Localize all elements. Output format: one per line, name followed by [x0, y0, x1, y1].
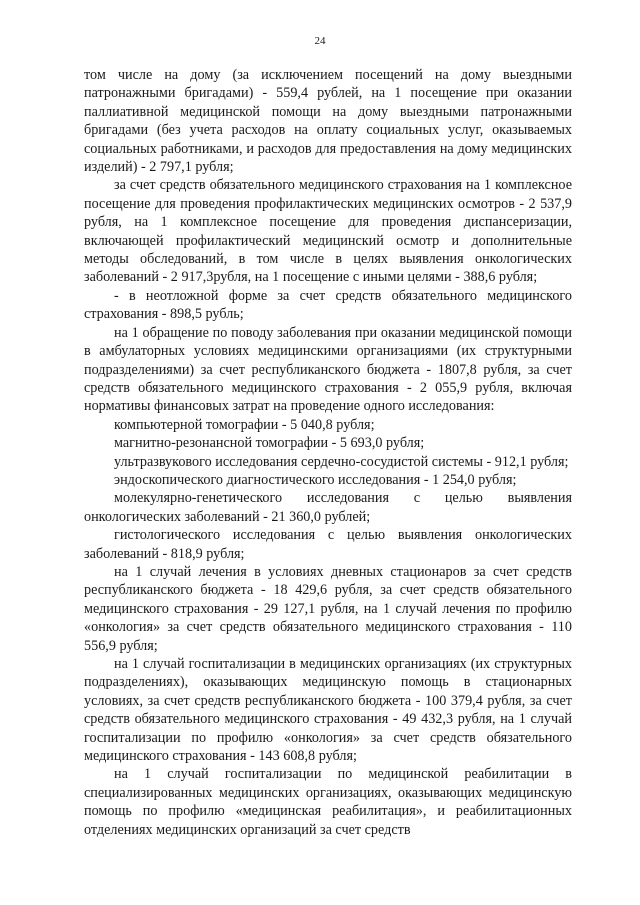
paragraph-urgent-care: - в неотложной форме за счет средств обязательного медицинского страхования - 898,5 рубль;: [84, 287, 572, 323]
paragraph-home-visits: том числе на дому (за исключением посещений на дому выездными патронажными бригадами) - 559,4 рублей, на 1 посещение при оказании паллиативной медицинской помощи на дому выездными патронажными бригадами (без учета расходов на оплату социальных услуг, оказываемых социальных работниками, и расходов для предоставления на дому медицинских изделий) - 2 797,1 рубля;: [84, 67, 572, 176]
paragraph-endoscopy: эндоскопического диагностического исследования - 1 254,0 рубля;: [114, 471, 517, 488]
paragraph-mri: магнитно-резонансной томографии - 5 693,0 рубля;: [114, 435, 425, 452]
page-number: 24: [314, 35, 326, 47]
paragraph-ultrasound: ультразвукового исследования сердечно-сосудистой системы - 912,1 рубля;: [114, 453, 569, 470]
paragraph-day-hospital: на 1 случай лечения в условиях дневных стационаров за счет средств республиканского бюджета - 18 429,6 рубля, за счет средств обязательного медицинского страхования - 29 127,1 рубля, на 1 случай лечения по профилю «онкология» за счет средств обязательного медицинского страхования - 110 556,9 рубля;: [84, 563, 572, 654]
paragraph-computed-tomography: компьютерной томографии - 5 040,8 рубля;: [114, 416, 375, 433]
paragraph-hospitalization: на 1 случай госпитализации в медицинских организациях (их структурных подразделениях), оказывающих медицинскую помощь в стационарных условиях, за счет средств республиканского бюджета - 100 379,4 рубля, за счет средств обязательного медицинского страхования - 49 432,3 рубля, на 1 случай госпитализации по профилю «онкология» за счет средств обязательного медицинского страхования - 143 608,8 рубля;: [84, 656, 572, 765]
paragraph-molecular-genetic: молекулярно-генетического исследования с целью выявления онкологических заболеваний - 21 360,0 рублей;: [84, 490, 572, 525]
document-body: [84, 66, 572, 839]
paragraph-rehabilitation: на 1 случай госпитализации по медицинской реабилитации в специализированных медицинских организациях, оказывающих медицинскую помощь по профилю «медицинская реабилитация», и реабилитационных отделениях медицинских организаций за счет средств: [84, 766, 572, 838]
paragraph-oms-complex-visits: за счет средств обязательного медицинского страхования на 1 комплексное посещение для проведения профилактических медицинских осмотров - 2 537,9 рубля, на 1 комплексное посещение для проведения диспансеризации, включающей профилактический медицинский осмотр и дополнительные методы обследований, в том числе в целях выявления онкологических заболеваний - 2 917,3рубля, на 1 посещение с иными целями - 388,6 рубля;: [84, 177, 572, 286]
paragraph-histology: гистологического исследования с целью выявления онкологических заболеваний - 818,9 рубля;: [84, 527, 572, 562]
paragraph-outpatient-treatment: на 1 обращение по поводу заболевания при оказании медицинской помощи в амбулаторных условиях медицинскими организациями (их структурными подразделениями) за счет республиканского бюджета - 1807,8 рубля, за счет средств обязательного медицинского страхования - 2 055,9 рубля, включая нормативы финансовых затрат на проведение одного исследования:: [84, 324, 572, 415]
